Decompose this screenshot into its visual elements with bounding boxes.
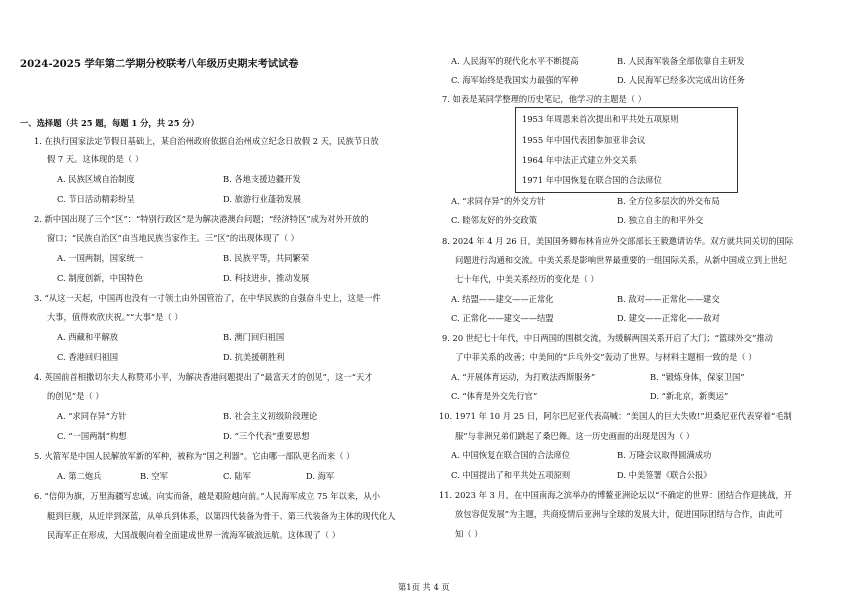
question-11-stem: 11. 2023 年 3 月，在中国南海之滨举办的博鳌亚洲论坛以“不确定的世界：团结合作迎挑战，开	[439, 490, 793, 500]
question-8-option-a: A. 结盟——建交——正常化	[451, 294, 554, 304]
question-3-option-b: B. 澳门回归祖国	[223, 332, 285, 342]
question-9-stem-cont: 了中菲关系的改善；中美间的“乒乓外交”轰动了世界。与材料主题相一致的是（ ）	[455, 352, 757, 362]
note-item: 1955 年中国代表团参加亚非会议	[522, 135, 646, 145]
page-number-footer: 第1页 共 4 页	[398, 582, 450, 592]
question-2-option-d: D. 科技进步，推动发展	[223, 273, 310, 283]
question-1-option-c: C. 节日活动精彩纷呈	[57, 194, 135, 204]
question-5-option-d: D. 海军	[306, 471, 335, 481]
question-3-stem: 3. “从这一天起，中国再也没有一寸领土由外国管治了，在中华民族的自强奋斗史上，这是一件	[34, 293, 381, 303]
question-3-option-c: C. 香港回归祖国	[57, 352, 119, 362]
question-6-option-a: A. 人民海军的现代化水平不断提高	[451, 56, 579, 66]
question-9-option-b: B. “锻炼身体，保家卫国”	[650, 372, 745, 382]
question-4-stem: 4. 英国前首相撒切尔夫人称赞邓小平，为解决香港问题提出了“最富天才的创见”，这一“天才	[34, 372, 373, 382]
question-10-option-b: B. 万隆会议取得圆满成功	[617, 450, 712, 460]
question-5-option-a: A. 第二炮兵	[57, 471, 102, 481]
question-4-option-a: A. “求同存异”方针	[57, 411, 127, 421]
question-11-stem-cont2: 知（ ）	[455, 529, 483, 539]
question-4-option-b: B. 社会主义初级阶段理论	[223, 411, 318, 421]
question-7-option-a: A. “求同存异”的外交方针	[451, 196, 546, 206]
section-heading: 一、选择题（共 25 题，每题 1 分，共 25 分）	[20, 118, 199, 128]
question-2-option-a: A. 一国两制，国家统一	[57, 253, 143, 263]
question-9-stem: 9. 20 世纪七十年代，中日两国的围棋交流，为缓解两国关系开启了大门；“篮球外交”推动	[442, 333, 773, 343]
question-2-option-c: C. 制度创新，中国特色	[57, 273, 143, 283]
question-10-option-a: A. 中国恢复在联合国的合法席位	[451, 450, 571, 460]
question-10-option-c: C. 中国提出了和平共处五项原则	[451, 470, 571, 480]
question-2-stem-cont: 窗口；“民族自治区”由当地民族当家作主。三“区”的出现体现了（ ）	[47, 233, 299, 243]
question-5-stem: 5. 火箭军是中国人民解放军新的军种，被称为“国之利器”。它由哪一部队更名而来（ ）	[34, 451, 355, 461]
question-2-stem: 2. 新中国出现了三个“区”：“特别行政区”是为解决港澳台问题；“经济特区”成为对外开放的	[34, 214, 369, 224]
question-3-option-a: A. 西藏和平解放	[57, 332, 119, 342]
note-item: 1953 年周恩来首次提出和平共处五项原则	[522, 114, 679, 124]
question-1-stem-cont: 假 7 天。这体现的是（ ）	[47, 154, 144, 164]
note-item: 1971 年中国恢复在联合国的合法席位	[522, 175, 662, 185]
question-11-stem-cont: 放包容促发展”为主题，共商疫情后亚洲与全球的发展大计，促进国际团结与合作，由此可	[455, 509, 783, 519]
question-3-stem-cont: 大事，值得欢欣庆祝。”“大事”是（ ）	[47, 312, 183, 322]
question-10-option-d: D. 中美签署《联合公报》	[617, 470, 712, 480]
question-1-option-d: D. 旅游行业蓬勃发展	[223, 194, 302, 204]
question-8-option-b: B. 敌对——正常化——建交	[617, 294, 720, 304]
question-8-option-d: D. 建交——正常化——敌对	[617, 313, 720, 323]
question-2-option-b: B. 民族平等，共同繁荣	[223, 253, 310, 263]
question-1-stem: 1. 在执行国家法定节假日基础上，某自治州政府依据自治州成立纪念日放假 2 天，民族节日放	[34, 136, 379, 146]
question-6-stem-cont2: 民海军正在形成，大国战舰向着全面建成世界一流海军破浪远航。这体现了（ ）	[47, 530, 341, 540]
question-6-stem: 6. “信仰为旗，万里海疆写忠诚。向实而备，越是艰险越向前。”人民海军成立 75 年以来，从小	[34, 491, 381, 501]
question-7-option-d: D. 独立自主的和平外交	[617, 215, 704, 225]
question-9-option-c: C. “体育是外交先行官”	[451, 391, 538, 401]
question-1-option-b: B. 各地支援边疆开发	[223, 174, 301, 184]
question-4-stem-cont: 的创见”是（ ）	[47, 391, 104, 401]
question-8-option-c: C. 正常化——建交——结盟	[451, 313, 554, 323]
question-6-option-c: C. 海军始终是我国实力最强的军种	[451, 75, 579, 85]
question-6-stem-cont: 艇到巨舰，从近岸到深蓝，从单兵到体系，以第四代装备为骨干、第三代装备为主体的现代化人	[47, 511, 396, 521]
question-8-stem: 8. 2024 年 4 月 26 日，美国国务卿布林肯应外交部部长王毅邀请访华。双方就共同关切的国际	[442, 236, 794, 246]
history-notes-table	[515, 107, 738, 193]
question-1-option-a: A. 民族区域自治制度	[57, 174, 135, 184]
question-9-option-a: A. “开展体育运动，为打败法西斯服务”	[451, 372, 596, 382]
question-6-option-d: D. 人民海军已经多次完成出访任务	[617, 75, 745, 85]
question-7-stem: 7. 如表是某同学整理的历史笔记，他学习的主题是（ ）	[442, 94, 647, 104]
question-6-option-b: B. 人民海军装备全部依靠自主研发	[617, 56, 745, 66]
question-9-option-d: D. “新北京，新奥运”	[650, 391, 729, 401]
question-8-stem-cont2: 七十年代，中美关系经历的变化是（ ）	[455, 274, 599, 284]
question-3-option-d: D. 抗美援朝胜利	[223, 352, 285, 362]
question-5-option-b: B. 空军	[140, 471, 168, 481]
note-item: 1964 年中法正式建立外交关系	[522, 155, 638, 165]
question-10-stem: 10. 1971 年 10 月 25 日，阿尔巴尼亚代表高喊：“美国人的巨大失败!”坦桑尼亚代表穿着“毛制	[439, 411, 792, 421]
question-4-option-d: D. “三个代表”重要思想	[223, 431, 310, 441]
question-7-option-c: C. 睦邻友好的外交政策	[451, 215, 537, 225]
exam-title: 2024-2025 学年第二学期分校联考八年级历史期末考试试卷	[20, 58, 299, 70]
question-4-option-c: C. “一国两制”构想	[57, 431, 127, 441]
question-5-option-c: C. 陆军	[223, 471, 251, 481]
question-7-option-b: B. 全方位多层次的外交布局	[617, 196, 720, 206]
question-10-stem-cont: 服”与非洲兄弟们跳起了桑巴舞。这一历史画面的出现是因为（ ）	[455, 431, 695, 441]
question-8-stem-cont: 问题进行沟通和交流。中美关系是影响世界最重要的一组国际关系，从新中国成立到上世纪	[455, 255, 787, 265]
